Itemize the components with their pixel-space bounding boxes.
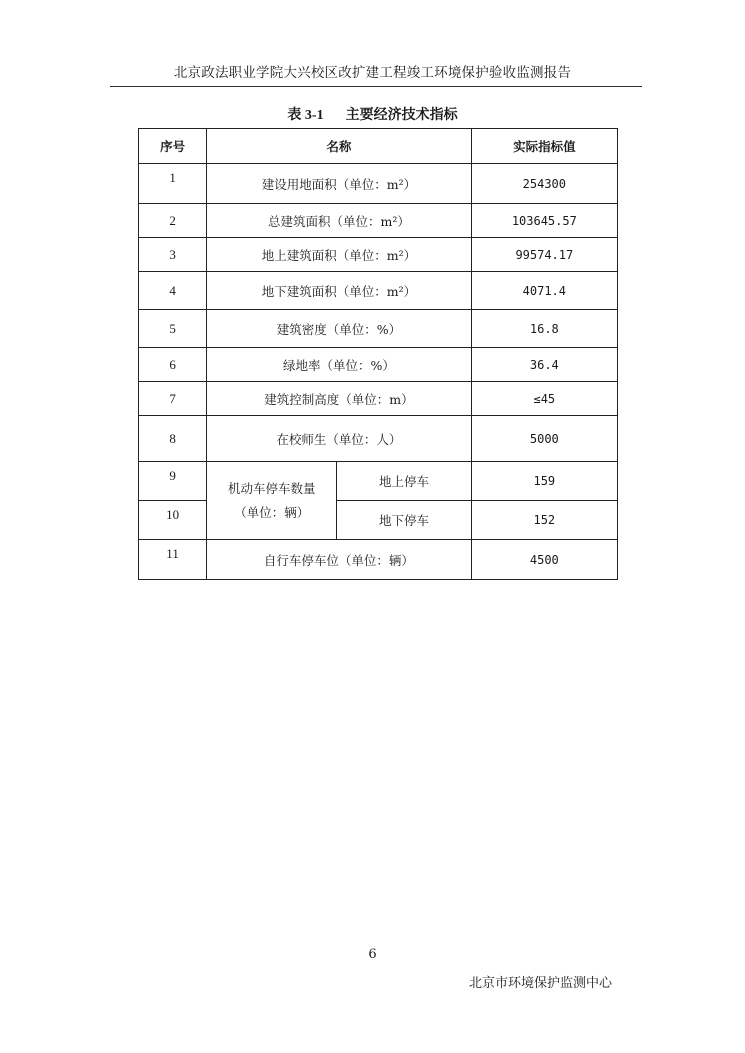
row-value: 254300 [471,164,617,204]
row-value: 159 [471,462,617,501]
row-number: 8 [139,416,207,462]
row-value: 4071.4 [471,272,617,310]
table-row [139,348,618,382]
row-number: 6 [139,348,207,382]
row-value: 103645.57 [471,204,617,238]
table-row [139,272,618,310]
row-value: 5000 [471,416,617,462]
table-row [139,382,618,416]
row-name: 总建筑面积（单位：m²） [207,204,472,238]
row-number: 1 [139,164,207,204]
table-row [139,416,618,462]
table-row [139,238,618,272]
parking-group-label-line2: （单位：辆） [234,504,310,520]
row-name: 建筑密度（单位：%） [207,310,472,348]
row-number: 4 [139,272,207,310]
row-number: 11 [139,540,207,580]
column-header-name: 名称 [207,129,472,164]
column-header-no: 序号 [139,129,207,164]
table-caption-title: 主要经济技术指标 [345,107,458,123]
row-value: 152 [471,501,617,540]
page-header-title: 北京政法职业学院大兴校区改扩建工程竣工环境保护验收监测报告 [173,65,572,81]
row-number: 2 [139,204,207,238]
row-value: 16.8 [471,310,617,348]
row-name: 绿地率（单位：%） [207,348,472,382]
row-name: 建设用地面积（单位：m²） [207,164,472,204]
row-number: 9 [139,462,207,501]
row-number: 5 [139,310,207,348]
header-divider [110,86,642,87]
table-row [139,164,618,204]
parking-group-label [207,462,337,540]
table-caption [0,104,745,124]
row-name: 自行车停车位（单位：辆） [207,540,472,580]
table-row [139,204,618,238]
row-name: 建筑控制高度（单位：m） [207,382,472,416]
row-name: 在校师生（单位：人） [207,416,472,462]
row-number: 3 [139,238,207,272]
row-value: 4500 [471,540,617,580]
table-row [139,462,618,501]
row-number: 10 [139,501,207,540]
row-subname: 地下停车 [337,501,471,540]
row-name: 地上建筑面积（单位：m²） [207,238,472,272]
row-value: 36.4 [471,348,617,382]
row-name: 地下建筑面积（单位：m²） [207,272,472,310]
table-caption-number: 表 3-1 [287,108,324,123]
page-number: 6 [368,947,377,962]
table-row [139,310,618,348]
economic-indicators-table [138,128,618,580]
parking-group-label-line1: 机动车停车数量 [228,480,316,496]
table-row [139,540,618,580]
column-header-value: 实际指标值 [471,129,617,164]
row-value: ≤45 [471,382,617,416]
table-header-row [139,129,618,164]
row-number: 7 [139,382,207,416]
row-value: 99574.17 [471,238,617,272]
row-subname: 地上停车 [337,462,471,501]
footer-organization: 北京市环境保护监测中心 [468,976,612,991]
